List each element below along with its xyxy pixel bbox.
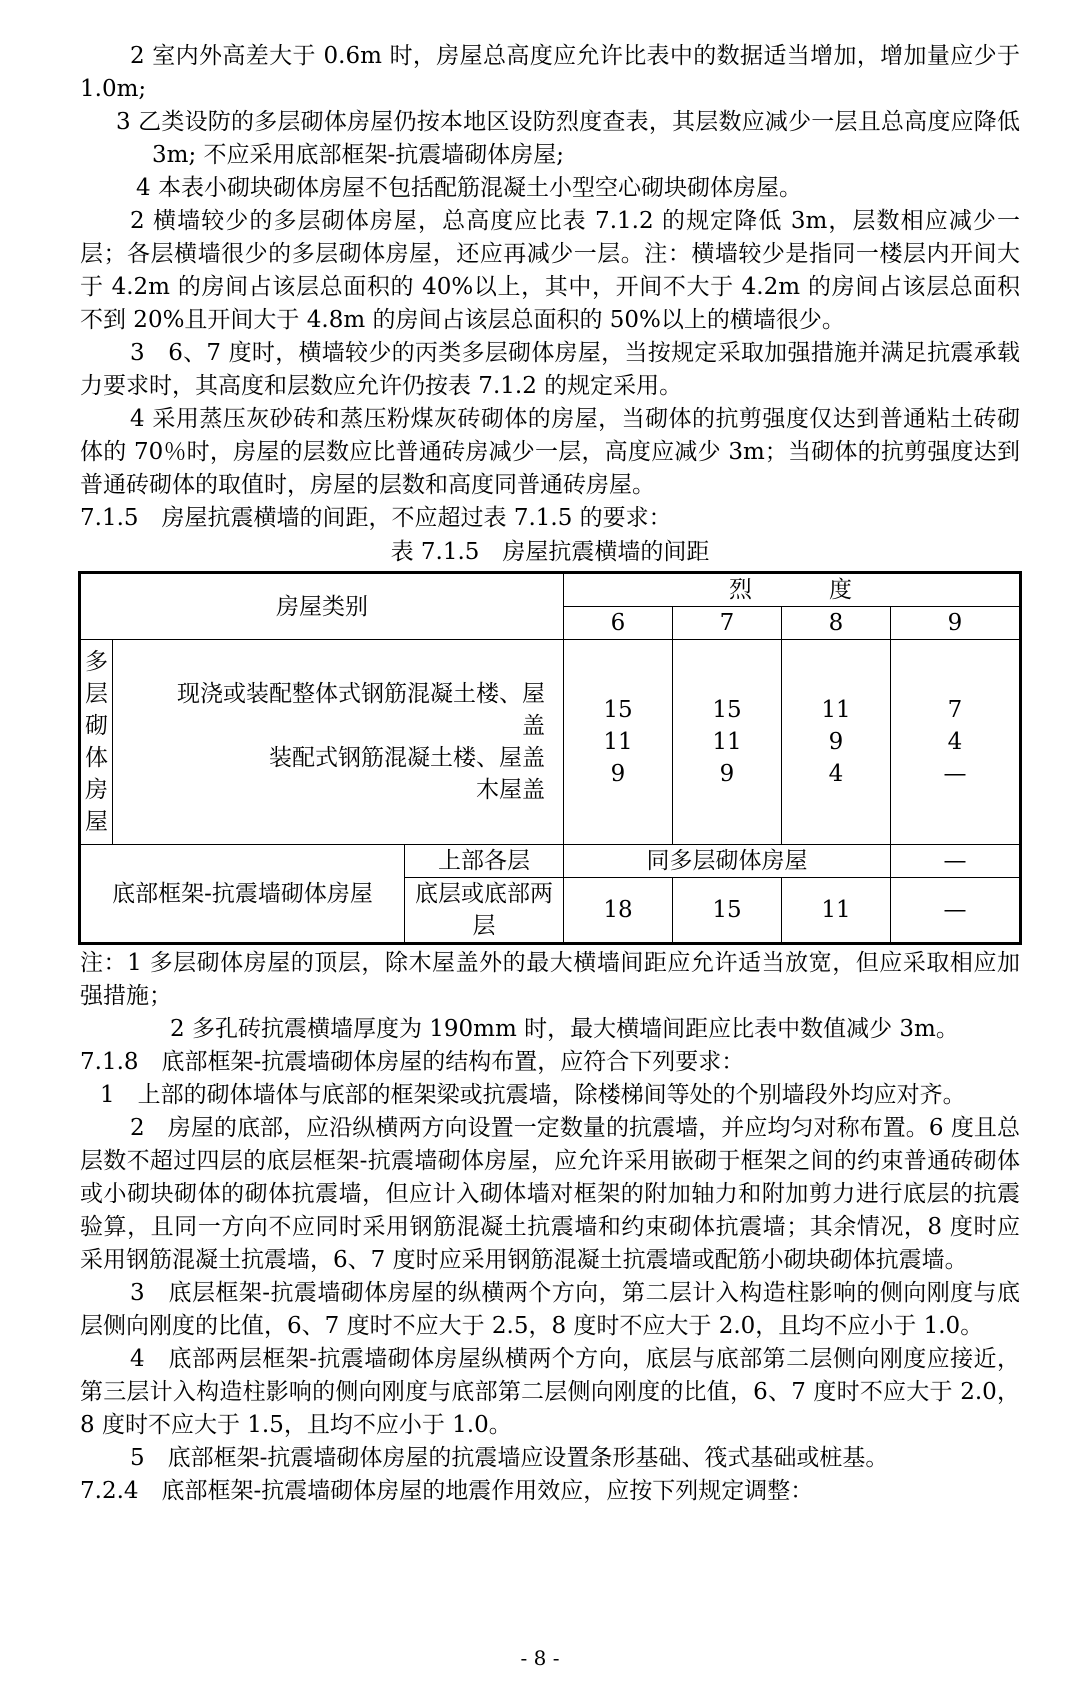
req-5: 5 底部框架-抗震墙砌体房屋的抗震墙应设置条形基础、筏式基础或桩基。 [130, 1445, 889, 1471]
upper-floors-9: — [891, 845, 1021, 878]
row-label-cast-in-place: 现浇或装配整体式钢筋混凝土楼、屋盖 [177, 681, 545, 739]
bottom-floors-label: 底层或底部两层 [405, 878, 564, 944]
table-caption: 表 7.1.5 房屋抗震横墙的间距 [390, 539, 710, 565]
paragraph-4: 4 采用蒸压灰砂砖和蒸压粉煤灰砖砌体的房屋，当砌体的抗剪强度仅达到普通粘土砖砌体的 70％时，房屋的层数应比普通砖房减少一层，高度应减少 3m；当砌体的抗剪强度达到普通砖砌体的取值时，房屋的层数和高度同普通砖房屋。 [80, 406, 1020, 498]
masonry-label: 多层砌体房屋 [80, 640, 113, 845]
row-label-wood: 木屋盖 [476, 777, 545, 803]
bottom-value-7: 15 [673, 878, 782, 944]
table-header-row [80, 573, 1021, 607]
document-page [80, 40, 1020, 1508]
header-category: 房屋类别 [80, 573, 564, 640]
upper-floors-label: 上部各层 [405, 845, 564, 878]
section-7-1-8: 7.1.8 底部框架-抗震墙砌体房屋的结构布置，应符合下列要求： [80, 1049, 745, 1075]
value-cell: 9 [719, 761, 735, 787]
header-intensity: 烈 度 [564, 573, 1021, 607]
intensity-7: 7 [673, 607, 782, 640]
table-note-1: 注：1 多层砌体房屋的顶层，除木屋盖外的最大横墙间距应允许适当放宽，但应采取相应加强措施； [80, 950, 1020, 1009]
spacing-table [78, 571, 1022, 945]
note-item-3: 3 乙类设防的多层砌体房屋仍按本地区设防烈度查表，其层数应减少一层且总高度应降低 3m; 不应采用底部框架-抗震墙砌体房屋; [116, 109, 1020, 168]
value-cell: 9 [828, 729, 844, 755]
masonry-values-9 [891, 640, 1021, 845]
table-row [80, 845, 1021, 878]
intensity-6: 6 [564, 607, 673, 640]
value-cell: 9 [610, 761, 626, 787]
value-cell: 11 [603, 729, 633, 755]
value-cell: 15 [603, 697, 633, 723]
value-cell: 4 [947, 729, 963, 755]
intensity-9: 9 [891, 607, 1021, 640]
table-note-2: 2 多孔砖抗震横墙厚度为 190mm 时，最大横墙间距应比表中数值减少 3m。 [170, 1016, 959, 1042]
intensity-8: 8 [782, 607, 891, 640]
value-cell: 7 [947, 697, 963, 723]
masonry-row-labels [113, 640, 564, 845]
note-item-2: 2 室内外高差大于 0.6m 时，房屋总高度应允许比表中的数据适当增加，增加量应少于 1.0m; [80, 43, 1020, 102]
req-1: 1 上部的砌体墙体与底部的框架梁或抗震墙，除楼梯间等处的个别墙段外均应对齐。 [100, 1082, 966, 1108]
masonry-values-6 [564, 640, 673, 845]
value-cell: 11 [712, 729, 742, 755]
frame-label: 底部框架-抗震墙砌体房屋 [80, 845, 405, 944]
table-row [80, 640, 1021, 845]
note-item-4: 4 本表小砌块砌体房屋不包括配筋混凝土小型空心砌块砌体房屋。 [136, 175, 802, 201]
value-cell: — [943, 761, 967, 787]
section-7-2-4: 7.2.4 底部框架-抗震墙砌体房屋的地震作用效应，应按下列规定调整： [80, 1478, 814, 1504]
bottom-value-8: 11 [782, 878, 891, 944]
upper-floors-value: 同多层砌体房屋 [564, 845, 891, 878]
value-cell: 11 [821, 697, 851, 723]
value-cell: 15 [712, 697, 742, 723]
paragraph-3: 3 6、7 度时，横墙较少的丙类多层砌体房屋，当按规定采取加强措施并满足抗震承载力要求时，其高度和层数应允许仍按表 7.1.2 的规定采用。 [80, 340, 1020, 399]
paragraph-2: 2 横墙较少的多层砌体房屋，总高度应比表 7.1.2 的规定降低 3m，层数相应减少一层；各层横墙很少的多层砌体房屋，还应再减少一层。注：横墙较少是指同一楼层内开间大于 4.2m 的房间占该层总面积的 40%以上，其中，开间不大于 4.2m 的房间占该层总面积不到 20%且开间大于 4.8m 的房间占该层总面积的 50%以上的横墙很少。 [80, 208, 1020, 333]
section-7-1-5: 7.1.5 房屋抗震横墙的间距，不应超过表 7.1.5 的要求： [80, 505, 672, 531]
req-3: 3 底层框架-抗震墙砌体房屋的纵横两个方向，第二层计入构造柱影响的侧向刚度与底层侧向刚度的比值，6、7 度时不应大于 2.5，8 度时不应大于 2.0，且均不应小于 1.0。 [80, 1280, 1020, 1339]
bottom-value-9: — [891, 878, 1021, 944]
bottom-value-6: 18 [564, 878, 673, 944]
row-label-prefab: 装配式钢筋混凝土楼、屋盖 [269, 745, 545, 771]
req-2: 2 房屋的底部，应沿纵横两方向设置一定数量的抗震墙，并应均匀对称布置。6 度且总层数不超过四层的底层框架-抗震墙砌体房屋，应允许采用嵌砌于框架之间的约束普通砖砌体或小砌块砌体的砌体抗震墙，但应计入砌体墙对框架的附加轴力和附加剪力进行底层的抗震验算，且同一方向不应同时采用钢筋混凝土抗震墙和约束砌体抗震墙；其余情况，8 度时应采用钢筋混凝土抗震墙，6、7 度时应采用钢筋混凝土抗震墙或配筋小砌块砌体抗震墙。 [80, 1115, 1020, 1273]
value-cell: 4 [828, 761, 844, 787]
req-4: 4 底部两层框架-抗震墙砌体房屋纵横两个方向，底层与底部第二层侧向刚度应接近，第三层计入构造柱影响的侧向刚度与底部第二层侧向刚度的比值，6、7 度时不应大于 2.0，8 度时不应大于 1.5，且均不应小于 1.0。 [80, 1346, 1020, 1438]
page-number: - 8 - [520, 1646, 560, 1670]
masonry-values-7 [673, 640, 782, 845]
masonry-values-8 [782, 640, 891, 845]
